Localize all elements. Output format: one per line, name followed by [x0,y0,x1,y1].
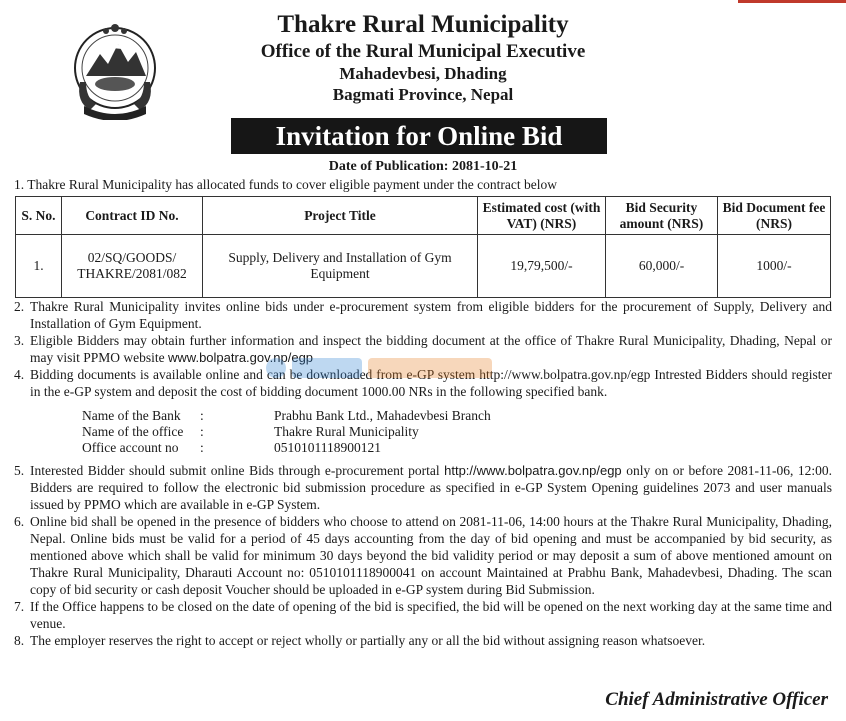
cell-contract-id: 02/SQ/GOODS/ THAKRE/2081/082 [62,235,203,298]
colon: : [200,424,204,439]
paragraph-3 [14,332,832,366]
office-name-label: Name of the office [82,424,184,439]
publication-date-value: 2081-10-21 [451,159,518,174]
paragraph-number: 5. [14,463,25,478]
bank-name-value: Prabhu Bank Ltd., Mahadevbesi Branch [274,408,491,423]
paragraph-text: The employer reserves the right to accept or reject wholly or partially any or all the bid without assigning reason whatsoever. [30,633,706,648]
cell-estimated-cost: 19,79,500/- [478,235,606,298]
office-location: Mahadevbesi, Dhading [339,64,507,83]
signatory-title: Chief Administrative Officer [605,689,828,710]
contract-table [15,196,831,298]
account-number-value: 0510101118900121 [274,440,381,455]
paragraph-text: If the Office happens to be closed on the date of opening of the bid is specified, the bid will be opened on the next working day at the same time and venue. [30,599,832,631]
paragraph-7 [14,598,832,632]
cell-bid-security: 60,000/- [606,235,718,298]
paragraph-text [30,332,832,366]
paragraph-text-end: only on or before 2081-11-06, 12:00. Bidders are required to follow the electronic bid submission procedure as specified in e-GP System Opening guidelines 2073 and user manuals issued by PPMO which are available in e-GP System. [30,463,833,512]
paragraph-5 [14,462,832,513]
table-row [16,235,831,298]
paragraph-number: 2. [14,299,25,314]
ppmo-website-link[interactable]: www.bolpatra.gov.np/egp [168,350,314,365]
intro-paragraph: 1. Thakre Rural Municipality has allocated funds to cover eligible payment under the contract below [14,177,557,192]
paragraph-number: 7. [14,599,25,614]
header-sn: S. No. [16,197,62,235]
account-number-row [82,440,832,456]
paragraph-text-start: Interested Bidder should submit online Bids through e-procurement portal [30,463,440,478]
bank-details [82,408,832,456]
office-name-value: Thakre Rural Municipality [274,424,419,439]
header-document-fee: Bid Document fee (NRS) [718,197,831,235]
nepal-government-emblem-icon [72,18,158,120]
header-bid-security: Bid Security amount (NRS) [606,197,718,235]
paragraph-6 [14,513,832,598]
office-name: Office of the Rural Municipal Executive [260,41,586,62]
cell-project-title: Supply, Delivery and Installation of Gym Equipment [203,235,478,298]
paragraph-number: 8. [14,633,25,648]
paragraph-text-body: Eligible Bidders may obtain further information and inspect the bidding document at the office of Thakre Rural Municipality, Dhading, Nepal or may visit PPMO website [30,333,832,365]
paragraph-text: Thakre Rural Municipality invites online bids under e-procurement system from eligible bidders for the procurement of Supply, Delivery and Installation of Gym Equipment. [30,299,832,331]
header-project-title: Project Title [203,197,478,235]
paragraph-4 [14,366,832,400]
municipality-name: Thakre Rural Municipality [277,11,569,38]
paragraph-text [30,462,832,513]
account-number-label: Office account no [82,440,179,455]
paragraph-8 [14,632,832,649]
paragraph-number: 6. [14,514,25,529]
cell-sn: 1. [16,235,62,298]
paragraph-text: Online bid shall be opened in the presence of bidders who choose to attend on 2081-11-06, 14:00 hours at the Thakre Rural Municipality, Dhading, Nepal. Online bids must be valid for a period of 45 days accounting from the day of bid opening and must be accompanied by bid security, as mentioned above which shall be valid for minimum 30 days beyond the bid validity period or may deposit a sum of above mentioned amount on Thakre Rural Municipality, Dharauti Account no: 0510101118900041 on account Maintained at Prabhu Bank, Mahadevbesi, Dhading. The scan copy of bid security or cash deposit Voucher should be uploaded in e-GP system during Bid Submission. [30,514,832,597]
paragraph-text: Bidding documents is available online and can be downloaded from e-GP system http://www.bolpatra.gov.np/egp Intrested Bidders should register in the e-GP system and deposit the cost of bidding document 1000.00 NRs in the following specified bank. [30,367,832,399]
paragraph-number: 3. [14,333,25,348]
table-header-row [16,197,831,235]
colon: : [200,408,204,423]
notice-body [14,298,832,649]
header-contract-id: Contract ID No. [62,197,203,235]
bank-name-label: Name of the Bank [82,408,181,423]
office-name-row [82,424,832,440]
paragraph-number: 4. [14,367,25,382]
paragraph-2 [14,298,832,332]
notice-title-banner: Invitation for Online Bid [231,118,607,154]
header-estimated-cost: Estimated cost (with VAT) (NRS) [478,197,606,235]
colon: : [200,440,204,455]
publication-date-label: Date of Publication: [328,159,449,174]
egp-portal-link[interactable]: http://www.bolpatra.gov.np/egp [444,463,622,478]
bank-name-row [82,408,832,424]
top-accent-bar [738,0,846,3]
letterhead [170,10,676,105]
cell-document-fee: 1000/- [718,235,831,298]
province: Bagmati Province, Nepal [332,85,514,104]
publication-date [0,158,846,175]
